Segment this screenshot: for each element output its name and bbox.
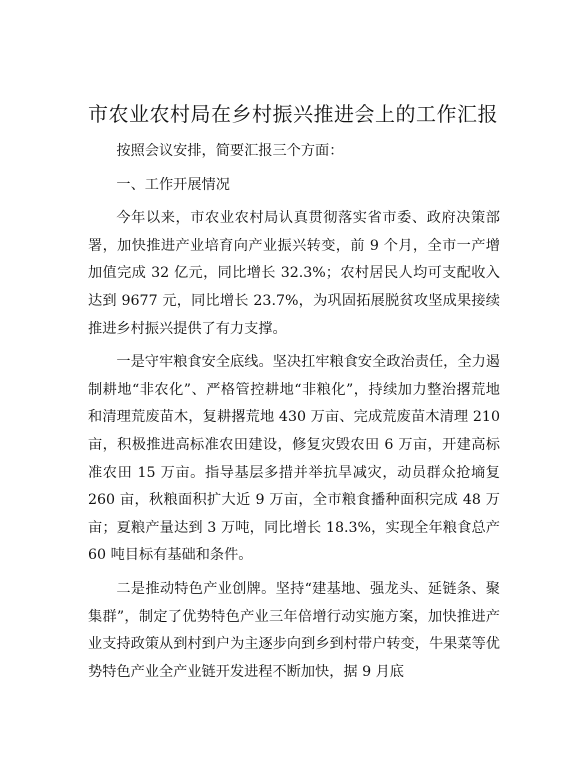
intro-paragraph: 按照会议安排，简要汇报三个方面： — [116, 143, 344, 159]
document-body — [88, 138, 500, 686]
paragraph-work-summary: 今年以来，市农业农村局认真贯彻落实省市委、政府决策部署，加快推进产业培育向产业振兴转变，前 9 个月，全市一产增加值完成 32 亿元，同比增长 32.3%；农村居民人均可支配收入达到 9677 元，同比增长 23.7%，为巩固拓展脱贫攻坚成果接续推进乡村振兴提供了有力支撑。 — [88, 210, 500, 337]
document-title: 市农业农村局在乡村振兴推进会上的工作汇报 — [88, 102, 498, 126]
section-heading: 一、工作开展情况 — [116, 176, 230, 193]
paragraph-grain-security: 一是守牢粮食安全底线。坚决扛牢粮食安全政治责任，全力遏制耕地“非农化”、严格管控耕地“非粮化”，持续加力整治撂荒地和清理荒废苗木，复耕撂荒地 430 万亩、完成荒废苗木清理 210 亩，积极推进高标准农田建设，修复灾毁农田 6 万亩，开建高标准农田 15 万亩。指导基层多措并举抗旱减灾，动员群众抢墒复 260 亩，秋粮面积扩大近 9 万亩，全市粮食播种面积完成 48 万亩；夏粮产量达到 3 万吨，同比增长 18.3%，实现全年粮食总产 60 吨目标有基础和条件。 — [88, 354, 500, 564]
paragraph-specialty-industry: 二是推动特色产业创牌。坚持“建基地、强龙头、延链条、聚集群”，制定了优势特色产业三年倍增行动实施方案，加快推进产业支持政策从到村到户为主逐步向到乡到村带户转变，牛果菜等优势特色产业全产业链开发进程不断加快，据 9 月底 — [88, 580, 500, 680]
